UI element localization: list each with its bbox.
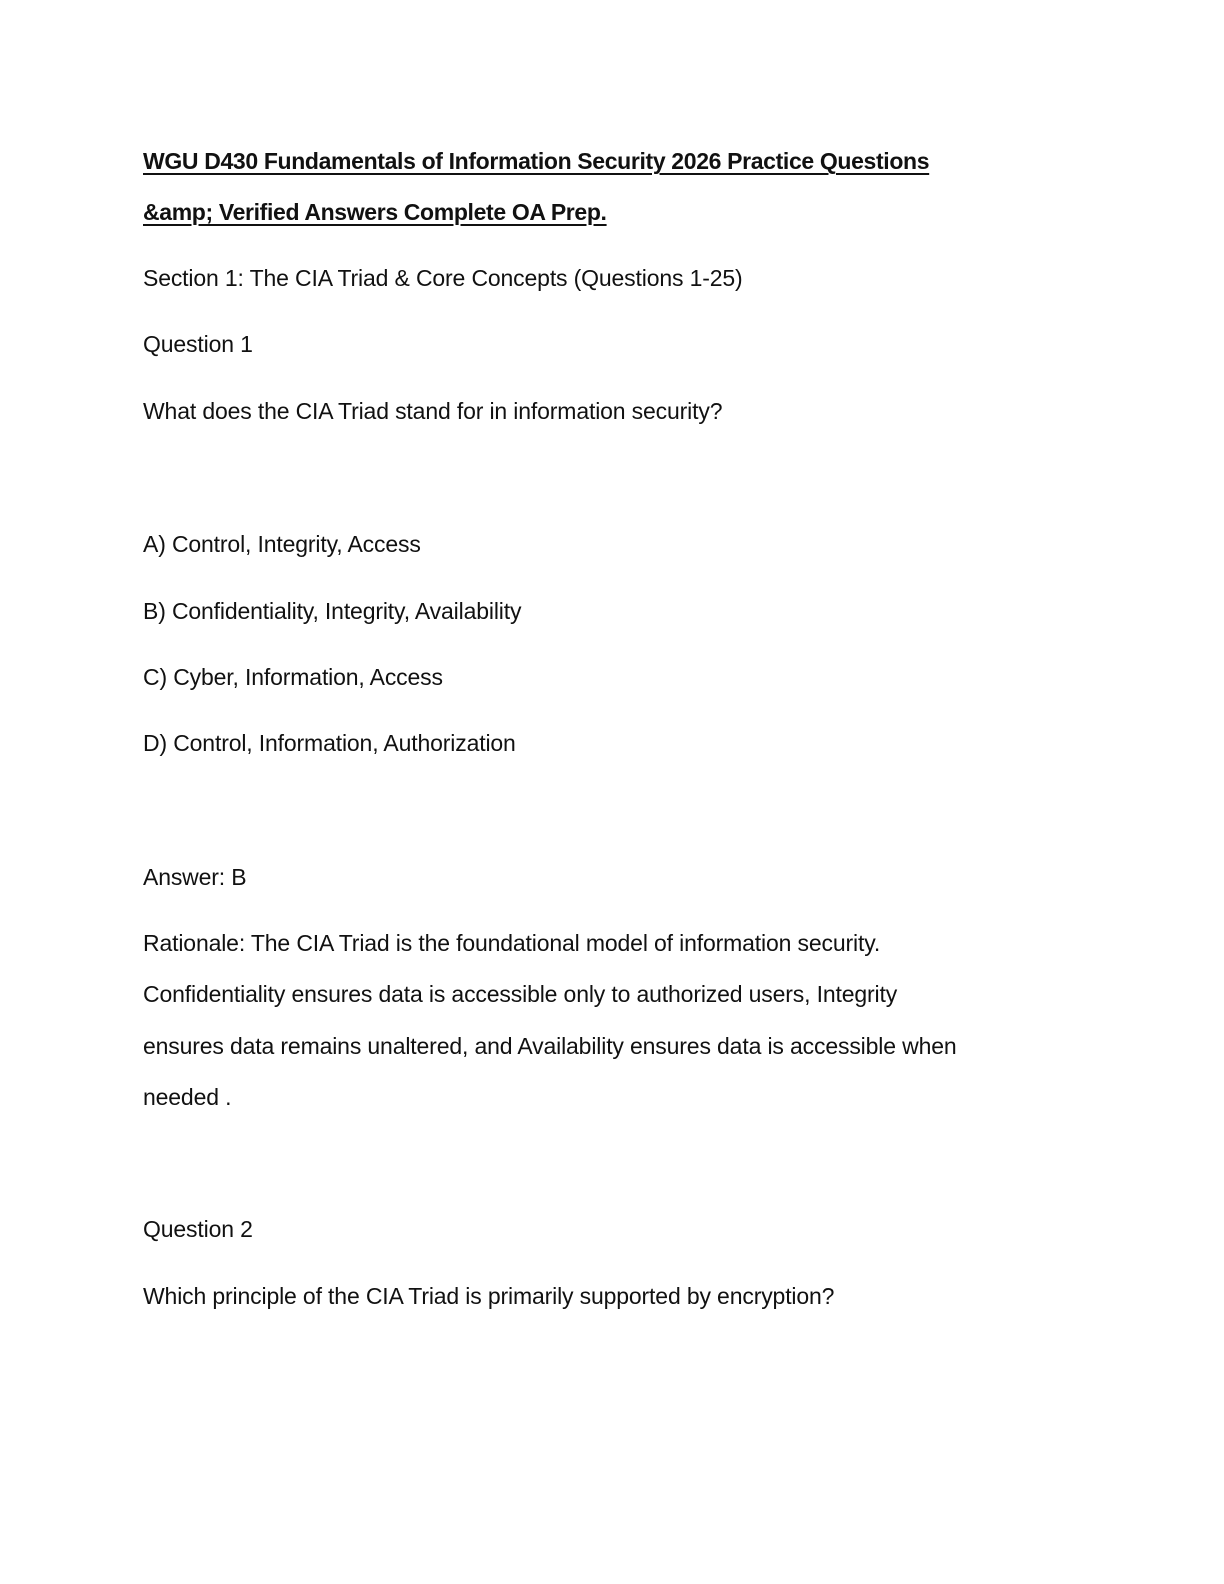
question-1-rationale-line-2: Confidentiality ensures data is accessible only to authorized users, Integrity	[143, 981, 898, 1007]
question-1-rationale-line-1: Rationale: The CIA Triad is the foundational model of information security.	[143, 930, 881, 956]
question-1-label: Question 1	[143, 331, 253, 357]
document-title-line-1: WGU D430 Fundamentals of Information Security 2026 Practice Questions	[143, 148, 930, 174]
document-title-line-2: &amp; Verified Answers Complete OA Prep.	[143, 199, 607, 225]
question-1-answer: Answer: B	[143, 864, 247, 890]
question-1-rationale-line-4: needed .	[143, 1084, 232, 1110]
question-1-prompt: What does the CIA Triad stand for in information security?	[143, 398, 723, 424]
section-heading: Section 1: The CIA Triad & Core Concepts (Questions 1-25)	[143, 265, 743, 291]
question-1-rationale-line-3: ensures data remains unaltered, and Availability ensures data is accessible when	[143, 1033, 957, 1059]
question-2-label: Question 2	[143, 1216, 253, 1242]
question-1-option-a: A) Control, Integrity, Access	[143, 531, 421, 557]
question-1-option-b: B) Confidentiality, Integrity, Availability	[143, 598, 522, 624]
question-1-option-d: D) Control, Information, Authorization	[143, 730, 516, 756]
question-2-prompt: Which principle of the CIA Triad is primarily supported by encryption?	[143, 1283, 835, 1309]
question-1-option-c: C) Cyber, Information, Access	[143, 664, 443, 690]
